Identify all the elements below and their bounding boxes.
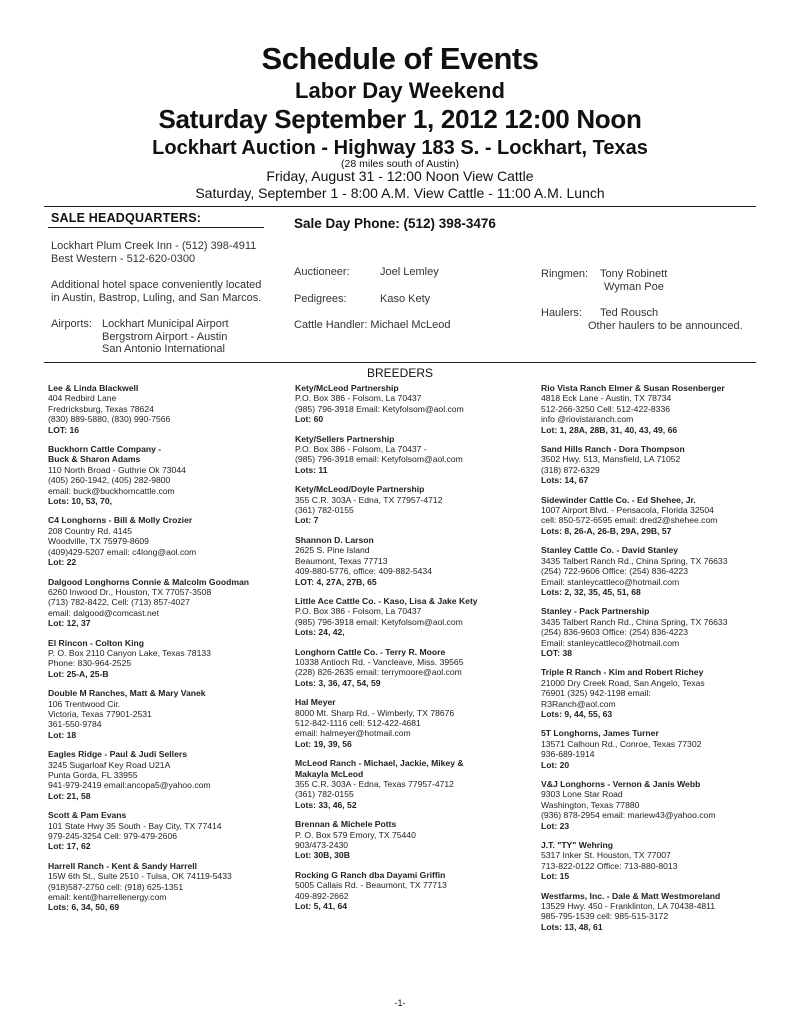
breeder-lots: Lots: 13, 48, 61: [541, 921, 603, 932]
breeder-detail: 3502 Hwy. 513, Mansfield, LA 71052: [541, 454, 681, 465]
breeder-name: Little Ace Cattle Co. - Kaso, Lisa & Jake Kety: [295, 595, 478, 606]
breeder-detail: email: halmeyer@hotmail.com: [295, 728, 411, 739]
breeder-detail: 10338 Antioch Rd. - Vancleave, Miss. 39565: [295, 656, 464, 667]
page-title: Schedule of Events: [261, 41, 539, 76]
breeder-name: Harrell Ranch - Kent & Sandy Harrell: [48, 860, 198, 871]
breeder-entry: [541, 444, 781, 486]
breeder-name-cont: Buck & Sharon Adams: [48, 454, 141, 465]
breeder-lots: Lot: 25-A, 25-B: [48, 668, 109, 679]
breeder-detail: Fredricksburg, Texas 78624: [48, 403, 154, 414]
breeder-name: Shannon D. Larson: [295, 534, 374, 545]
breeder-detail: Email: stanleycattleco@hotmail.com: [541, 637, 680, 648]
breeder-lots: Lots: 9, 44, 55, 63: [541, 708, 613, 719]
breeders-column-2: [295, 383, 535, 920]
sale-headquarters-heading: SALE HEADQUARTERS:: [51, 211, 202, 225]
breeder-lots: Lots: 8, 26-A, 26-B, 29A, 29B, 57: [541, 525, 672, 536]
ringman-1: Tony Robinett: [600, 268, 668, 280]
hq-underline: [48, 227, 264, 228]
breeder-detail: 76901 (325) 942-1198 email:: [541, 688, 651, 699]
breeder-lots: Lots: 10, 53, 70,: [48, 496, 113, 507]
breeder-lots: Lot: 18: [48, 729, 77, 740]
breeder-detail: 208 Country Rd. 4145: [48, 525, 133, 536]
breeder-detail: R3Ranch@aol.com: [541, 698, 616, 709]
breeder-name: Double M Ranches, Matt & Mary Vanek: [48, 688, 206, 699]
breeder-lots: Lots: 3, 36, 47, 54, 59: [295, 677, 381, 688]
breeder-detail: email: dalgood@comcast.net: [48, 607, 159, 618]
breeder-name: Kety/McLeod/Doyle Partnership: [295, 484, 425, 495]
breeder-detail: 5005 Callais Rd. - Beaumont, TX 77713: [295, 880, 447, 891]
breeder-name: V&J Longhorns - Vernon & Janis Webb: [541, 779, 701, 789]
breeder-name: Kety/Sellers Partnership: [295, 433, 395, 444]
breeder-detail: P. O. Box 579 Emory, TX 75440: [295, 829, 416, 840]
breeder-lots: Lot: 19, 39, 56: [295, 738, 352, 749]
breeder-detail: cell: 850-572-6595 email: dred2@shehee.com: [541, 515, 718, 526]
breeder-name: Eagles Ridge - Paul & Judi Sellers: [48, 749, 187, 760]
breeder-entry: [48, 515, 288, 567]
breeder-name: 5T Longhorns, James Turner: [541, 728, 659, 739]
breeder-detail: email: kent@harrellenergy.com: [48, 892, 167, 903]
breeder-detail: 6260 Inwood Dr., Houston, TX 77057-3508: [48, 586, 212, 597]
breeder-name: J.T. "TY" Wehring: [541, 840, 613, 851]
breeder-name: Hal Meyer: [295, 697, 336, 708]
breeder-entry: [541, 891, 781, 933]
breeder-lots: Lot: 15: [541, 871, 570, 882]
breeder-name: C4 Longhorns - Bill & Molly Crozier: [48, 515, 193, 526]
breeder-detail: 106 Trentwood Cir.: [48, 698, 121, 709]
airport-lockhart: Lockhart Municipal Airport: [102, 318, 229, 330]
breeder-detail: Washington, Texas 77880: [541, 799, 640, 810]
breeders-column-1: [48, 383, 288, 922]
breeder-lots: Lots: 33, 46, 52: [295, 799, 357, 810]
auctioneer-label: Auctioneer:: [294, 266, 350, 278]
breeder-detail: P.O. Box 386 - Folsom, La 70437: [295, 606, 422, 617]
breeder-detail: 8000 Mt. Sharp Rd. - Wimberly, TX 78676: [295, 707, 455, 718]
breeder-entry: [48, 638, 288, 680]
breeder-entry: [295, 383, 535, 425]
saturday-schedule: Saturday, September 1 - 8:00 A.M. View Cattle - 11:00 A.M. Lunch: [195, 185, 605, 201]
ringmen-label: Ringmen:: [541, 268, 589, 280]
breeder-entry: [541, 383, 781, 435]
breeder-name: McLeod Ranch - Michael, Jackie, Mikey &: [295, 758, 464, 769]
breeder-detail: 713-822-0122 Office: 713-880-8013: [541, 860, 678, 871]
auctioneer-name: Joel Lemley: [380, 266, 439, 278]
breeder-lots: LOT: 38: [541, 647, 573, 658]
breeder-name: Dalgood Longhorns Connie & Malcolm Goodman: [48, 576, 249, 587]
breeder-detail: (713) 782-8422, Cell: (713) 857-4027: [48, 597, 190, 608]
breeder-detail: (936) 878-2954 email: mariew43@yahoo.com: [541, 810, 716, 821]
airports-label: Airports:: [51, 318, 92, 330]
breeder-lots: Lot: 21, 58: [48, 790, 91, 801]
breeder-lots: Lot: 22: [48, 557, 77, 568]
breeder-detail: 13529 Hwy. 450 - Franklinton, LA 70438-4811: [541, 901, 716, 912]
breeder-lots: Lot: 20: [541, 759, 570, 770]
breeder-detail: Beaumont, Texas 77713: [295, 555, 388, 566]
breeder-lots: Lots: 6, 34, 50, 69: [48, 902, 120, 913]
breeder-detail: (405) 260-1942, (405) 282-9800: [48, 475, 171, 486]
breeder-detail: 355 C.R. 303A - Edna, TX 77957-4712: [295, 494, 443, 505]
breeder-detail: 3245 Sugarloaf Key Road U21A: [48, 759, 171, 770]
breeder-entry: [541, 667, 781, 719]
breeder-name-cont: Makayla McLeod: [295, 768, 364, 779]
breeders-divider: [44, 362, 756, 363]
breeder-detail: (918)587-2750 cell: (918) 625-1351: [48, 881, 184, 892]
breeder-lots: LOT: 16: [48, 424, 80, 435]
breeder-name: Stanley - Pack Partnership: [541, 606, 650, 617]
breeder-name: Westfarms, Inc. - Dale & Matt Westmoreland: [541, 890, 721, 901]
breeder-name: Triple R Ranch - Kim and Robert Richey: [541, 667, 704, 678]
breeder-detail: (318) 872-6329: [541, 464, 600, 475]
breeder-detail: Victoria, Texas 77901-2531: [48, 708, 152, 719]
breeder-detail: 512-842-1116 cell: 512-422-4681: [295, 717, 421, 728]
breeder-entry: [48, 577, 288, 629]
haulers-label: Haulers:: [541, 307, 582, 319]
breeder-detail: 110 North Broad - Guthrie Ok 73044: [48, 464, 186, 475]
breeder-detail: 903/473-2430: [295, 840, 349, 851]
breeders-heading: BREEDERS: [366, 366, 434, 380]
breeder-lots: Lot: 17, 62: [48, 841, 91, 852]
page-number: -1-: [394, 998, 406, 1008]
breeder-detail: 21000 Dry Creek Road, San Angelo, Texas: [541, 677, 705, 688]
breeder-detail: 409-880-5776, office: 409-882-5434: [295, 566, 432, 577]
location-distance: (28 miles south of Austin): [341, 158, 459, 170]
event-subtitle: Labor Day Weekend: [295, 78, 505, 103]
breeder-detail: email: buck@buckhorncattle.com: [48, 485, 175, 496]
breeder-detail: (985) 796-3918 email: Ketyfolsom@aol.com: [295, 454, 463, 465]
breeder-name: El Rincon - Colton King: [48, 637, 144, 648]
breeder-entry: [541, 495, 781, 537]
breeder-entry: [48, 383, 288, 435]
breeder-entry: [295, 870, 535, 912]
pedigrees-name: Kaso Kety: [380, 293, 431, 305]
breeder-detail: (361) 782-0155: [295, 789, 354, 800]
breeder-detail: P.O. Box 386 - Folsom, La 70437: [295, 393, 422, 404]
breeder-entry: [541, 779, 781, 831]
breeder-name: Rio Vista Ranch Elmer & Susan Rosenberger: [541, 383, 725, 393]
breeder-entry: [541, 545, 781, 597]
breeder-detail: 3435 Talbert Ranch Rd., China Spring, TX 76633: [541, 555, 728, 566]
breeder-lots: Lot: 7: [295, 515, 319, 526]
breeder-lots: Lot: 1, 28A, 28B, 31, 40, 43, 49, 66: [541, 424, 678, 435]
hauler-1: Ted Rousch: [600, 307, 659, 319]
airport-san-antonio: San Antonio International: [102, 343, 225, 355]
breeder-entry: [48, 688, 288, 740]
breeder-name: Sand Hills Ranch - Dora Thompson: [541, 444, 685, 455]
breeder-entry: [541, 840, 781, 882]
breeder-detail: (830) 889-5880, (830) 990-7566: [48, 414, 171, 425]
breeder-name: Kety/McLeod Partnership: [295, 383, 399, 393]
breeder-lots: Lot: 5, 41, 64: [295, 901, 348, 912]
cattle-handler: Cattle Handler: Michael McLeod: [294, 319, 451, 331]
breeder-name: Stanley Cattle Co. - David Stanley: [541, 545, 679, 556]
hotel-best-western: Best Western - 512-620-0300: [51, 253, 196, 265]
breeder-entry: [295, 697, 535, 749]
breeder-detail: 936-689-1914: [541, 749, 595, 760]
breeder-detail: Phone: 830-964-2525: [48, 658, 132, 669]
breeder-name: Rocking G Ranch dba Dayami Griffin: [295, 869, 446, 880]
breeder-name: Brennan & Michele Potts: [295, 819, 397, 830]
airport-bergstrom: Bergstrom Airport - Austin: [102, 331, 228, 343]
friday-schedule: Friday, August 31 - 12:00 Noon View Cattle: [266, 168, 534, 184]
breeder-detail: P.O. Box 386 - Folsom, La 70437 -: [295, 444, 427, 455]
breeder-entry: [541, 606, 781, 658]
top-divider: [44, 206, 756, 207]
breeder-detail: 404 Redbird Lane: [48, 393, 117, 404]
breeder-name: Buckhorn Cattle Company -: [48, 444, 162, 455]
breeder-entry: [295, 596, 535, 638]
hotel-plum-creek: Lockhart Plum Creek Inn - (512) 398-4911: [51, 240, 257, 252]
breeder-name: Longhorn Cattle Co. - Terry R. Moore: [295, 646, 446, 657]
breeder-detail: (254) 836-9603 Office: (254) 836-4223: [541, 627, 688, 638]
event-date: Saturday September 1, 2012 12:00 Noon: [158, 104, 642, 134]
breeder-entry: [48, 861, 288, 913]
breeder-detail: info @riovistaranch.com: [541, 414, 634, 425]
breeder-lots: Lots: 14, 67: [541, 475, 589, 486]
breeder-detail: 15W 6th St., Suite 2510 - Tulsa, OK 74119-5433: [48, 871, 232, 882]
breeder-detail: 2625 S. Pine Island: [295, 545, 370, 556]
breeder-entry: [541, 728, 781, 770]
hauler-2: Other haulers to be announced.: [588, 320, 743, 332]
breeder-entry: [295, 758, 535, 810]
breeder-entry: [48, 810, 288, 852]
breeder-lots: Lots: 24, 42,: [295, 627, 345, 638]
breeder-detail: 361-550-9784: [48, 719, 102, 730]
breeder-detail: Email: stanleycattleco@hotmail.com: [541, 576, 680, 587]
breeder-detail: 13571 Calhoun Rd., Conroe, Texas 77302: [541, 738, 702, 749]
hotel-extra-line2: in Austin, Bastrop, Luling, and San Marcos.: [51, 292, 262, 304]
breeder-detail: 409-892-2662: [295, 890, 349, 901]
breeder-entry: [48, 444, 288, 506]
breeder-lots: Lot: 12, 37: [48, 618, 91, 629]
breeder-detail: 5317 Inker St. Houston, TX 77007: [541, 850, 671, 861]
breeder-lots: LOT: 4, 27A, 27B, 65: [295, 576, 377, 587]
breeder-lots: Lots: 11: [295, 464, 328, 475]
breeder-detail: (985) 796-3918 Email: Ketyfolsom@aol.com: [295, 403, 464, 414]
breeder-detail: (985) 796-3918 email: Ketyfolsom@aol.com: [295, 616, 463, 627]
breeder-detail: Punta Gorda, FL 33955: [48, 770, 138, 780]
breeder-detail: 3435 Talbert Ranch Rd., China Spring, TX 76633: [541, 616, 728, 627]
breeder-lots: Lot: 23: [541, 820, 570, 831]
breeder-name: Sidewinder Cattle Co. - Ed Shehee, Jr.: [541, 494, 696, 505]
pedigrees-label: Pedigrees:: [294, 293, 347, 305]
breeder-entry: [295, 819, 535, 861]
breeder-detail: (409)429-5207 email: c4long@aol.com: [48, 546, 197, 557]
breeder-detail: P. O. Box 2110 Canyon Lake, Texas 78133: [48, 647, 211, 658]
breeder-lots: Lot: 30B, 30B: [295, 850, 350, 861]
breeder-detail: (254) 722-9606 Office: (254) 836-4223: [541, 566, 688, 577]
breeder-detail: (228) 826-2635 email: terrymoore@aol.com: [295, 667, 462, 678]
sale-day-phone: Sale Day Phone: (512) 398-3476: [294, 216, 496, 231]
breeder-detail: 1007 Airport Blvd. - Pensacola, Florida 32504: [541, 505, 714, 516]
breeder-detail: 512-266-3250 Cell: 512-422-8336: [541, 403, 671, 414]
breeder-detail: (361) 782-0155: [295, 505, 354, 516]
breeder-lots: Lot: 60: [295, 414, 324, 425]
breeder-entry: [295, 434, 535, 476]
ringman-2: Wyman Poe: [604, 281, 664, 293]
breeder-name: Scott & Pam Evans: [48, 810, 127, 821]
breeder-detail: 979-245-3254 Cell: 979-479-2606: [48, 831, 178, 842]
breeder-detail: 101 State Hwy 35 South - Bay City, TX 77414: [48, 820, 222, 831]
breeder-detail: 355 C.R. 303A - Edna, Texas 77957-4712: [295, 779, 454, 789]
breeder-detail: 4818 Eck Lane - Austin, TX 78734: [541, 393, 672, 404]
breeder-entry: [295, 484, 535, 526]
breeder-detail: 9303 Lone Star Road: [541, 789, 623, 800]
breeder-entry: [48, 749, 288, 801]
breeder-entry: [295, 647, 535, 689]
breeder-detail: 985-795-1539 cell: 985-515-3172: [541, 911, 669, 922]
breeder-detail: Woodville, TX 75979-8609: [48, 536, 149, 547]
event-location: Lockhart Auction - Highway 183 S. - Lockhart, Texas: [152, 137, 648, 159]
hotel-extra-line1: Additional hotel space conveniently located: [51, 279, 262, 291]
breeder-lots: Lots: 2, 32, 35, 45, 51, 68: [541, 586, 641, 597]
breeder-entry: [295, 535, 535, 587]
breeders-column-3: [541, 383, 781, 941]
breeder-detail: 941-979-2419 email:ancopa5@yahoo.com: [48, 780, 211, 791]
breeder-name: Lee & Linda Blackwell: [48, 383, 139, 393]
